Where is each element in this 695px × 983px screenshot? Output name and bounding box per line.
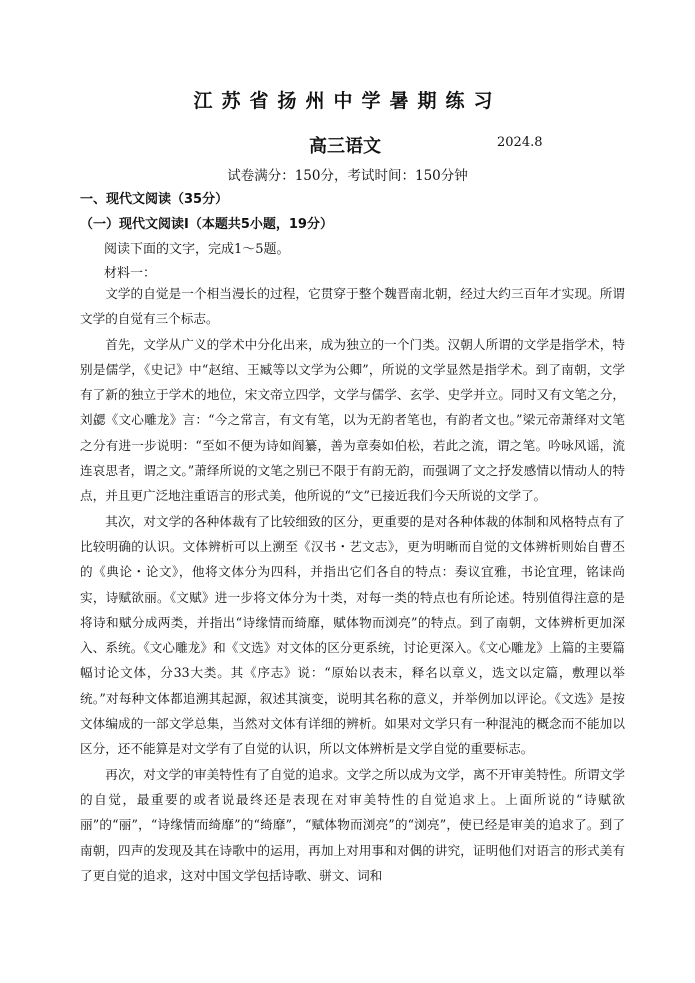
reading-passage xyxy=(80,281,625,888)
document-title: 江苏省扬州中学暑期练习 xyxy=(193,90,502,112)
paragraph: 首先，文学从广义的学术中分化出来，成为独立的一个门类。汉朝人所谓的文学是指学术，特别是儒学，《史记》中“赵绾、王臧等以文学为公卿”，所说的文学显然是指学术。到了南朝，文学有了新的独立于学术的地位，宋文帝立四学，文学与儒学、玄学、史学并立。同时又有文笔之分，刘勰《文心雕龙》言：“今之常言，有文有笔，以为无韵者笔也，有韵者文也。”梁元帝萧绎对文笔之分有进一步说明：“至如不便为诗如阎纂，善为章奏如伯松，若此之流，谓之笔。吟咏风谣，流连哀思者，谓之文。”萧绎所说的文笔之别已不限于有韵无韵，而强调了文之抒发感情以情动人的特点，并且更广泛地注重语言的形式美，他所说的“文”已接近我们今天所说的文学了。 xyxy=(80,336,625,504)
reading-instruction: 阅读下面的文字，完成1～5题。 xyxy=(104,242,290,257)
section-heading-part1-1: （一）现代文阅读Ⅰ（本题共5小题，19分） xyxy=(80,217,333,232)
subject-title: 高三语文 xyxy=(309,136,381,157)
exam-info: 试卷满分：150分，考试时间：150分钟 xyxy=(227,168,468,184)
paragraph: 文学的自觉是一个相当漫长的过程，它贯穿于整个魏晋南北朝，经过大约三百年才实现。所谓文学的自觉有三个标志。 xyxy=(80,286,625,327)
subject-row xyxy=(0,132,695,157)
section-heading-part1: 一、现代文阅读（35分） xyxy=(80,192,229,207)
paragraph: 再次，对文学的审美特性有了自觉的追求。文学之所以成为文学，离不开审美特性。所谓文学的自觉，最重要的或者说最终还是表现在对审美特性的自觉追求上。上面所说的“诗赋欲丽”的“丽”，“诗缘情而绮靡”的“绮靡”，“赋体物而浏亮”的“浏亮”，使已经是审美的追求了。到了南朝，四声的发现及其在诗歌中的运用，再加上对用事和对偶的讲究，证明他们对语言的形式美有了更自觉的追求，这对中国文学包括诗歌、骈文、词和 xyxy=(80,766,625,883)
paragraph: 其次，对文学的各种体裁有了比较细致的区分，更重要的是对各种体裁的体制和风格特点有了比较明确的认识。文体辨析可以上溯至《汉书・艺文志》，更为明晰而自觉的文体辨析则始自曹丕的《典论・论文》，他将文体分为四科，并指出它们各自的特点：奏议宜雅，书论宜理，铭诔尚实，诗赋欲丽。《文赋》进一步将文体分为十类，对每一类的特点也有所论述。特别值得注意的是将诗和赋分成两类，并指出“诗缘情而绮靡，赋体物而浏亮”的特点。到了南朝，文体辨析更加深入、系统。《文心雕龙》和《文选》对文体的区分更系统，讨论更深入。《文心雕龙》上篇的主要篇幅讨论文体，分33大类。其《序志》说：“原始以表末，释名以章义，选文以定篇，敷理以举统。”对每种文体都追溯其起源，叙述其演变，说明其名称的意义，并举例加以评论。《文选》是按文体编成的一部文学总集，当然对文体有详细的辨析。如果对文学只有一种混沌的概念而不能加以区分，还不能算是对文学有了自觉的认识，所以文体辨析是文学自觉的重要标志。 xyxy=(80,513,625,757)
material-label: 材料一： xyxy=(104,266,157,281)
exam-date: 2024.8 xyxy=(497,135,543,150)
